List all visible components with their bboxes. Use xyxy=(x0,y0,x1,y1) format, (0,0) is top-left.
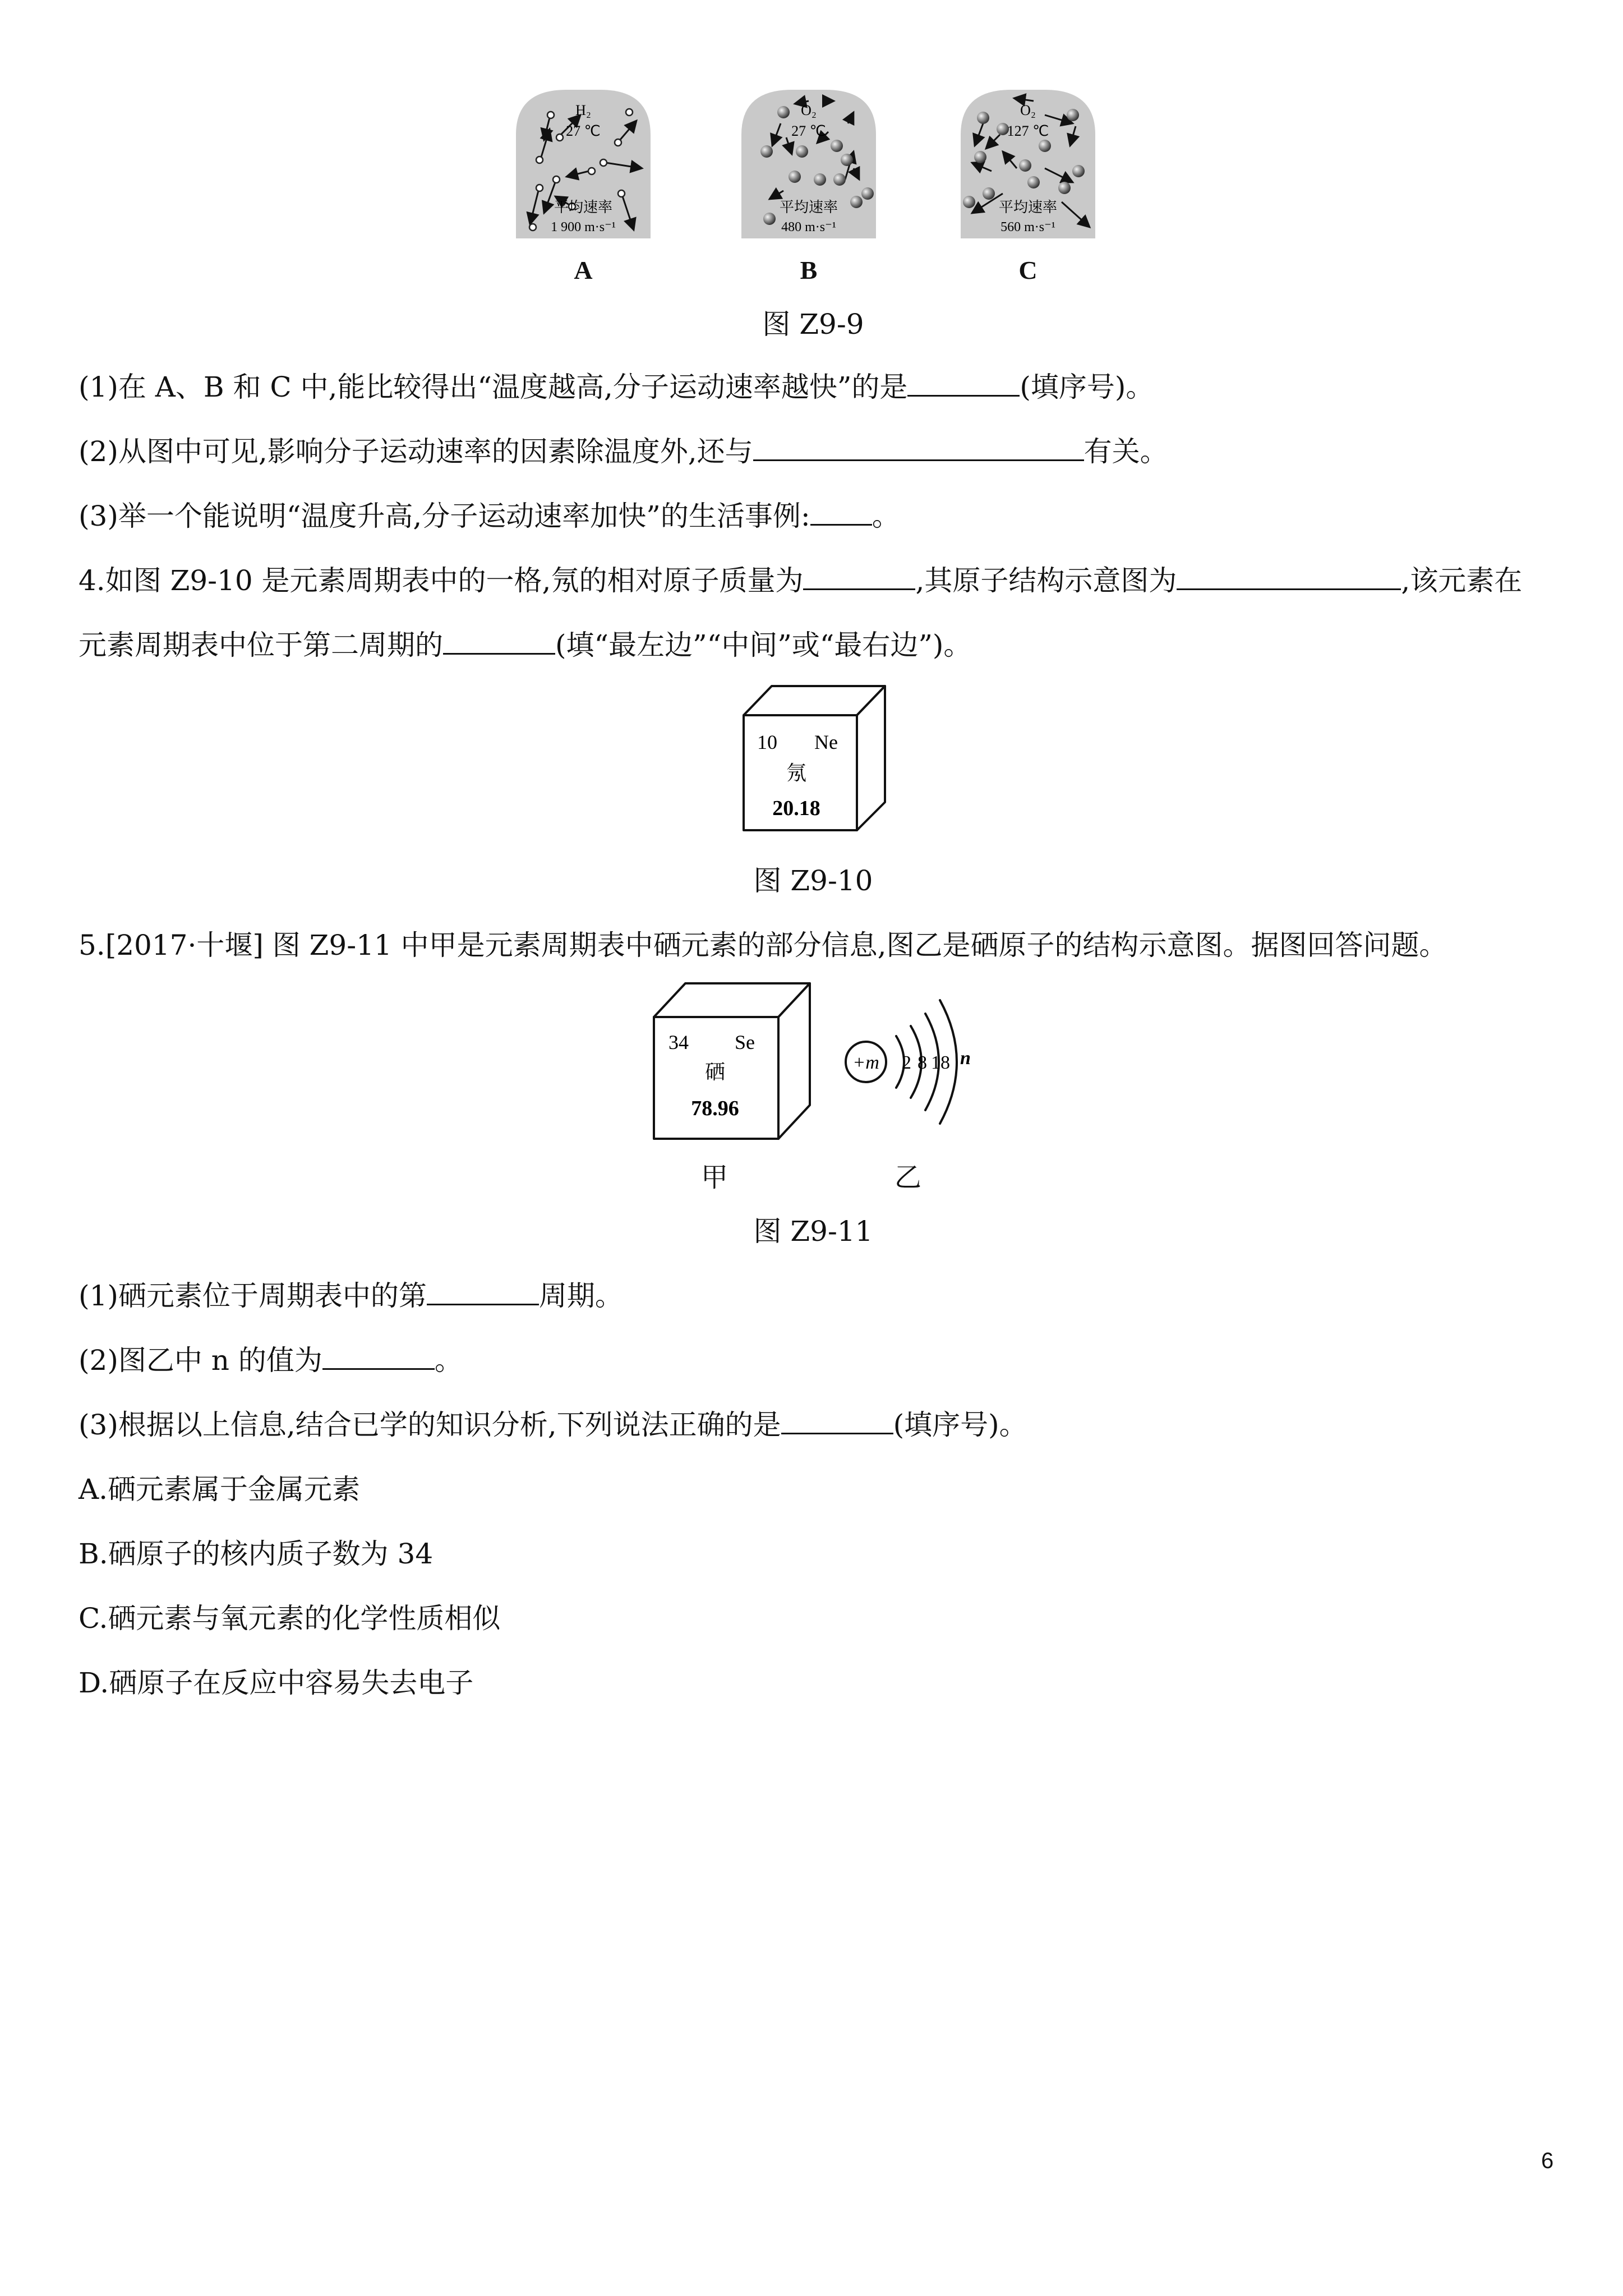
q3-part1-blank[interactable] xyxy=(907,372,1020,397)
selenium-atom-diagram xyxy=(841,984,993,1136)
neon-name: 氖 xyxy=(786,762,807,784)
q5-part2-blank[interactable] xyxy=(322,1346,435,1370)
q3-part3-blank[interactable] xyxy=(810,501,872,526)
q4-position-blank[interactable] xyxy=(443,631,555,655)
neon-element-cell xyxy=(740,682,892,833)
jar-b-rate: 480 m·s⁻¹ xyxy=(781,220,836,234)
q5-part3: (3)根据以上信息,结合已学的知识分析,下列说法正确的是 (填序号)。 xyxy=(79,1409,1027,1441)
gas-jars-figure xyxy=(516,84,1116,247)
q5-option-b: B.硒原子的核内质子数为 34 xyxy=(79,1538,434,1570)
jar-label-b: B xyxy=(800,256,818,284)
figure-caption-z9-11: 图 Z9-11 xyxy=(753,1215,873,1248)
jar-b-rate-label: 平均速率 xyxy=(779,199,838,215)
q4-mass-blank[interactable] xyxy=(803,566,915,590)
shell-2-count: 8 xyxy=(917,1052,927,1073)
jar-label-a: A xyxy=(574,256,593,284)
q5-intro: 5.[2017·十堰] 图 Z9-11 中甲是元素周期表中硒元素的部分信息,图乙是硒原子的结构示意图。据图回答问题。 xyxy=(79,929,1447,961)
shell-4-count: n xyxy=(960,1048,971,1069)
selenium-number: 34 xyxy=(668,1031,689,1053)
neon-mass: 20.18 xyxy=(772,797,820,820)
jar-label-c: C xyxy=(1018,256,1038,284)
jar-a-rate: 1 900 m·s⁻¹ xyxy=(551,220,616,234)
q5-option-d: D.硒原子在反应中容易失去电子 xyxy=(79,1667,474,1699)
label-yi: 乙 xyxy=(895,1162,922,1193)
q4-line2: 元素周期表中位于第二周期的 (填“最左边”“中间”或“最右边”)。 xyxy=(79,629,972,661)
jar-c xyxy=(961,90,1095,238)
q5-part3-blank[interactable] xyxy=(781,1410,893,1434)
q4-line1: 4.如图 Z9-10 是元素周期表中的一格,氖的相对原子质量为 ,其原子结构示意图为 ,该元素在 xyxy=(79,564,1523,597)
jar-c-temp: 127 ℃ xyxy=(1007,123,1049,139)
jar-c-gas: O₂ xyxy=(1020,102,1036,118)
q3-part3: (3)举一个能说明“温度升高,分子运动速率加快”的生活事例: 。 xyxy=(79,500,900,532)
jar-a xyxy=(516,90,651,238)
q5-option-a: A.硒元素属于金属元素 xyxy=(79,1473,361,1506)
q5-part2: (2)图乙中 n 的值为 。 xyxy=(79,1344,463,1377)
jar-b-gas: O₂ xyxy=(801,102,817,118)
figure-caption-z9-10: 图 Z9-10 xyxy=(753,864,873,897)
jar-c-rate-label: 平均速率 xyxy=(998,199,1058,215)
shell-1-count: 2 xyxy=(902,1052,911,1073)
label-jia: 甲 xyxy=(701,1162,728,1193)
shell-3-count: 18 xyxy=(931,1052,950,1073)
q5-part1-blank[interactable] xyxy=(427,1281,539,1305)
q5-part1: (1)硒元素位于周期表中的第 周期。 xyxy=(79,1280,623,1312)
jar-a-gas: H₂ xyxy=(575,102,591,118)
jar-c-rate: 560 m·s⁻¹ xyxy=(1000,220,1055,234)
selenium-element-cell xyxy=(651,979,813,1142)
jar-a-rate-label: 平均速率 xyxy=(554,199,613,215)
jar-a-temp: 27 ℃ xyxy=(566,123,601,139)
q4-structure-blank[interactable] xyxy=(1177,566,1401,590)
q3-part2-blank[interactable] xyxy=(753,437,1084,461)
selenium-name: 硒 xyxy=(704,1061,726,1083)
selenium-symbol: Se xyxy=(735,1031,755,1053)
jar-b-temp: 27 ℃ xyxy=(791,123,826,139)
jar-b xyxy=(741,90,876,238)
selenium-mass: 78.96 xyxy=(691,1097,739,1120)
q3-part1: (1)在 A、B 和 C 中,能比较得出“温度越高,分子运动速率越快”的是 (填序号)。 xyxy=(79,371,1154,403)
neon-number: 10 xyxy=(757,731,777,753)
figure-caption-z9-9: 图 Z9-9 xyxy=(762,308,864,341)
nucleus-charge: +m xyxy=(852,1052,879,1073)
page-number: 6 xyxy=(1541,2148,1554,2173)
q3-part2: (2)从图中可见,影响分子运动速率的因素除温度外,还与 有关。 xyxy=(79,435,1168,468)
neon-symbol: Ne xyxy=(814,731,838,753)
q5-option-c: C.硒元素与氧元素的化学性质相似 xyxy=(79,1602,501,1635)
